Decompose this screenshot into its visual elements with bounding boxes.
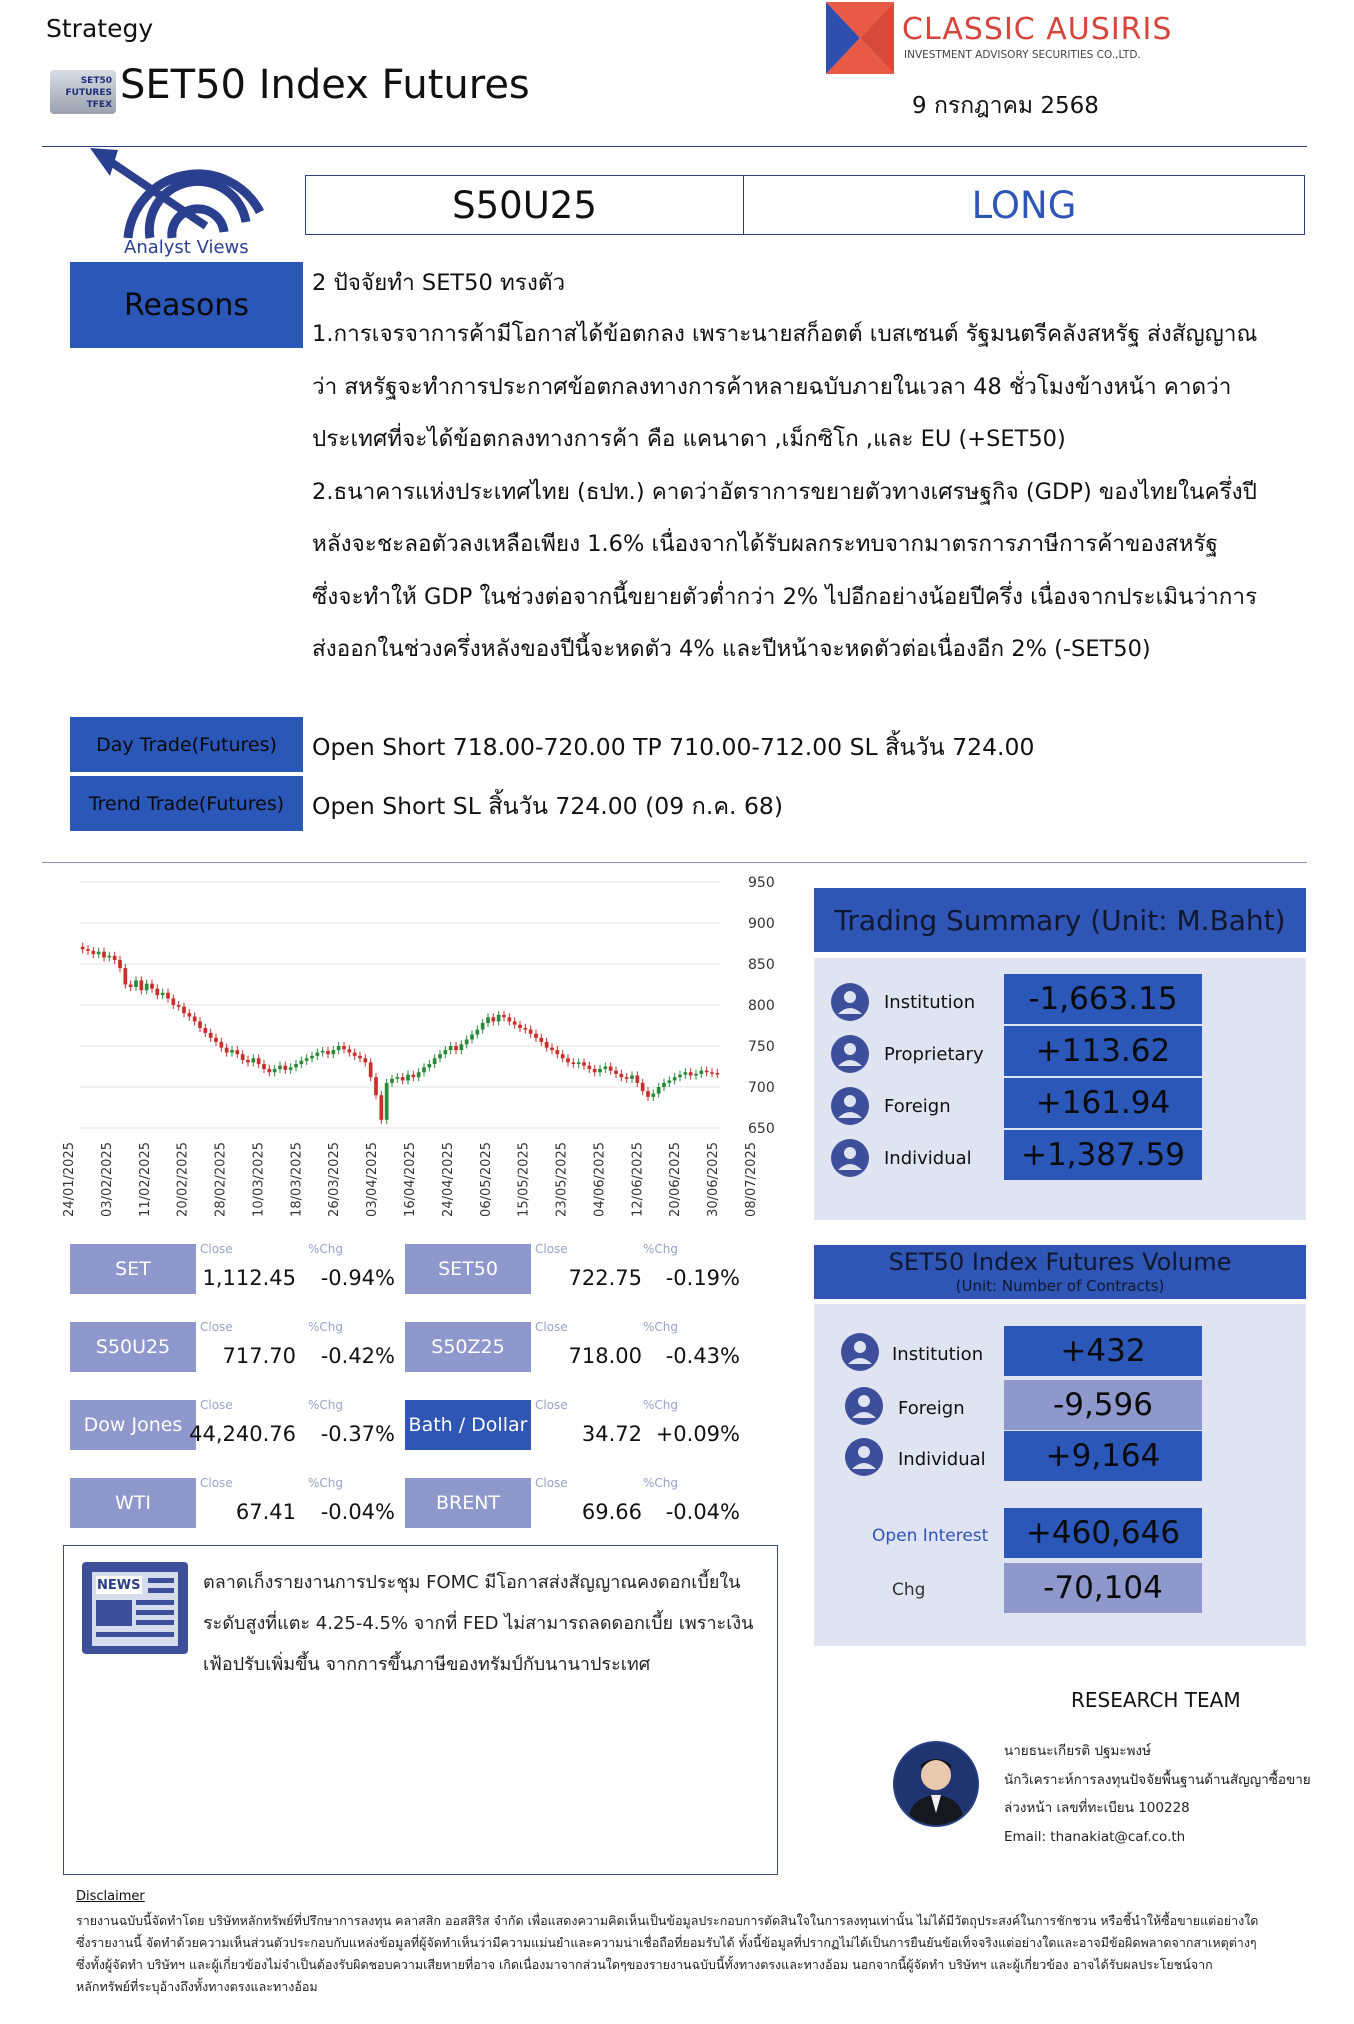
candle-body [481, 1023, 485, 1030]
candle-body [198, 1021, 202, 1028]
open-interest-value: +460,646 [1004, 1508, 1202, 1558]
analyst-avatar [893, 1741, 979, 1827]
candle-body [214, 1038, 218, 1042]
candle-body [561, 1054, 565, 1058]
candle-body [598, 1069, 602, 1072]
candle-body [678, 1075, 682, 1077]
reasons-line: ส่งออกในช่วงครึ่งหลังของปีนี้จะหดตัว 4% และปีหน้าจะหดตัวต่อเนื่องอีก 2% (-SET50) [312, 636, 1151, 662]
candle-body [107, 956, 111, 958]
candle-body [582, 1062, 586, 1065]
set50-price-chart [60, 872, 780, 1242]
candle-body [97, 952, 101, 954]
close-label: Close [200, 1320, 233, 1334]
chg-label: %Chg [308, 1242, 344, 1256]
market-close-value: 722.75 [568, 1266, 642, 1290]
x-tick-label: 23/05/2025 [554, 1142, 570, 1217]
research-info [1004, 1737, 1311, 1851]
close-label: Close [200, 1242, 233, 1256]
x-tick-label: 08/07/2025 [744, 1142, 759, 1217]
reasons-line: 2.ธนาคารแห่งประเทศไทย (ธปท.) คาดว่าอัตราการขยายตัวทางเศรษฐกิจ (GDP) ของไทยในครึ่งปี [312, 478, 1257, 505]
foreign-icon [842, 1384, 886, 1428]
candle-body [470, 1035, 474, 1040]
futures-volume-value: +9,164 [1004, 1431, 1202, 1481]
reasons-line: ซึ่งจะทำให้ GDP ในช่วงต่อจากนี้ขยายตัวต่ำกว่า 2% ไปอีกอย่างน้อยปีครึ่ง เนื่องจากประเมินว่าการ [312, 583, 1258, 610]
candle-body [118, 960, 122, 968]
y-tick-label: 950 [748, 875, 775, 891]
market-chg-value: -0.43% [665, 1344, 740, 1368]
candle-body [699, 1071, 703, 1074]
contract-code: S50U25 [306, 176, 744, 234]
chg-label: %Chg [643, 1242, 679, 1256]
candle-body [369, 1062, 373, 1077]
close-label: Close [200, 1476, 233, 1490]
futures-volume-header [814, 1245, 1306, 1299]
y-tick-label: 750 [748, 1039, 775, 1055]
candle-body [433, 1058, 437, 1064]
company-logo-icon [826, 2, 894, 74]
candle-body [203, 1028, 207, 1033]
y-tick-label: 850 [748, 957, 775, 973]
candle-body [273, 1069, 277, 1072]
candle-body [283, 1066, 287, 1070]
reasons-line: 2 ปัจจัยทำ SET50 ทรงตัว [312, 270, 566, 296]
market-name: SET50 [405, 1244, 531, 1294]
section-label: Strategy [46, 14, 154, 43]
individual-icon [828, 1136, 872, 1180]
candle-body [566, 1058, 570, 1062]
market-close-value: 717.70 [222, 1344, 296, 1368]
analyst-license: ล่วงหน้า เลขที่ทะเบียน 100228 [1004, 1800, 1190, 1816]
x-tick-label: 18/03/2025 [289, 1142, 305, 1217]
market-name: BRENT [405, 1478, 531, 1528]
trading-summary-label: Foreign [884, 1096, 951, 1117]
y-tick-label: 650 [748, 1121, 775, 1137]
candle-body [651, 1094, 655, 1097]
candle-body [182, 1007, 186, 1014]
chg-label: %Chg [308, 1476, 344, 1490]
candle-body [710, 1072, 714, 1074]
candle-body [363, 1058, 367, 1062]
trading-summary-label: Individual [884, 1148, 972, 1169]
position-box [305, 175, 1305, 235]
candle-body [486, 1017, 490, 1023]
candle-body [102, 952, 106, 958]
candle-body [187, 1013, 191, 1016]
candle-body [534, 1034, 538, 1038]
candle-body [235, 1050, 239, 1054]
news-icon-label: NEWS [97, 1578, 141, 1593]
candle-body [241, 1054, 245, 1060]
trading-summary-value: +113.62 [1004, 1026, 1202, 1076]
candle-body [417, 1072, 421, 1077]
day-trade-text: Open Short 718.00-720.00 TP 710.00-712.00 SL สิ้นวัน 724.00 [312, 733, 1035, 761]
candle-body [353, 1053, 357, 1056]
disclaimer-line: ซึ่งทั้งผู้จัดทำ บริษัทฯ และผู้เกี่ยวข้องไม่จำเป็นต้องรับผิดชอบความเสียหายที่อาจ เกิดเนื่องมาจากส่วนใดๆของรายงานฉบับนี้ทั้งทางตรงและทางอ้อม นอกจากนี้ผู้จัดทำ บริษัทฯ และผู้เกี่ยวข้อง อาจได้รับผลประโยชน์จาก [76, 1957, 1213, 1972]
candle-body [406, 1075, 410, 1081]
reasons-label: Reasons [70, 262, 303, 348]
institution-icon [828, 980, 872, 1024]
company-logo-subtext: INVESTMENT ADVISORY SECURITIES CO.,LTD. [904, 49, 1141, 61]
candle-body [145, 984, 149, 991]
futures-volume-label: Institution [892, 1344, 984, 1365]
x-tick-label: 16/04/2025 [403, 1142, 418, 1217]
candle-body [427, 1064, 431, 1067]
candle-body [550, 1048, 554, 1050]
market-chg-value: -0.37% [320, 1422, 395, 1446]
candle-body [619, 1074, 623, 1077]
trend-trade-label: Trend Trade(Futures) [70, 776, 303, 831]
candle-body [411, 1075, 415, 1077]
candle-body [225, 1048, 229, 1053]
market-close-value: 44,240.76 [189, 1422, 296, 1446]
trading-summary-label: Institution [884, 992, 976, 1013]
candle-body [539, 1038, 543, 1042]
chg-label: %Chg [643, 1476, 679, 1490]
candle-body [129, 985, 133, 987]
candle-body [641, 1083, 645, 1091]
market-chg-value: -0.94% [320, 1266, 395, 1290]
candle-body [529, 1030, 533, 1034]
candle-body [139, 980, 143, 990]
open-interest-label: Open Interest [872, 1526, 989, 1546]
analyst-name: นายธนะเกียรติ ปฐมะพงษ์ [1004, 1743, 1152, 1759]
candle-body [262, 1064, 266, 1069]
candle-body [438, 1054, 442, 1058]
candle-body [646, 1091, 650, 1097]
section-divider [42, 862, 1307, 863]
candle-body [667, 1080, 671, 1082]
candle-body [342, 1046, 346, 1049]
candle-body [545, 1042, 549, 1048]
candle-body [219, 1042, 223, 1048]
disclaimer-line: หลักทรัพย์ที่ระบุอ้างถึงทั้งทางตรงและทางอ้อม [76, 1979, 318, 1994]
x-tick-label: 20/06/2025 [668, 1142, 684, 1217]
x-tick-label: 30/06/2025 [706, 1142, 722, 1217]
x-tick-label: 03/04/2025 [365, 1142, 381, 1217]
candle-body [603, 1067, 607, 1069]
candle-body [374, 1077, 378, 1095]
candle-body [385, 1083, 389, 1120]
candle-body [267, 1069, 271, 1072]
candle-body [715, 1073, 719, 1075]
candle-body [673, 1077, 677, 1080]
candle-body [630, 1076, 634, 1079]
candle-body [230, 1050, 234, 1052]
futures-volume-label: Individual [898, 1449, 986, 1470]
candle-body [150, 984, 154, 989]
page-title: SET50 Index Futures [120, 62, 530, 108]
reasons-line: หลังจะชะลอตัวลงเหลือเพียง 1.6% เนื่องจากได้รับผลกระทบจากมาตรการภาษีการค้าของสหรัฐ [312, 531, 1218, 557]
oi-chg-label: Chg [892, 1580, 926, 1600]
individual-icon [842, 1435, 886, 1479]
close-label: Close [200, 1398, 233, 1412]
candle-body [609, 1067, 613, 1071]
x-tick-label: 06/05/2025 [478, 1142, 494, 1217]
candle-body [310, 1056, 314, 1058]
candle-body [593, 1069, 597, 1072]
candle-body [449, 1046, 453, 1050]
candle-body [81, 947, 85, 949]
candle-body [315, 1053, 319, 1056]
market-name: Bath / Dollar [405, 1400, 531, 1450]
chg-label: %Chg [308, 1320, 344, 1334]
x-tick-label: 15/05/2025 [516, 1142, 532, 1217]
candle-body [657, 1087, 661, 1094]
candle-body [294, 1064, 298, 1067]
set50-futures-badge [50, 70, 116, 114]
candle-body [454, 1046, 458, 1050]
x-tick-label: 10/03/2025 [251, 1142, 267, 1217]
analyst-email[interactable]: Email: thanakiat@caf.co.th [1004, 1828, 1186, 1845]
chg-label: %Chg [643, 1398, 679, 1412]
candle-body [518, 1025, 522, 1028]
news-line: ระดับสูงที่แตะ 4.25-4.5% จากที่ FED ไม่สามารถลดดอกเบี้ย เพราะเงิน [203, 1613, 754, 1634]
market-name: WTI [70, 1478, 196, 1528]
day-trade-label: Day Trade(Futures) [70, 717, 303, 772]
candle-body [662, 1083, 666, 1087]
futures-volume-subtitle: (Unit: Number of Contracts) [955, 1277, 1165, 1295]
candle-body [257, 1058, 261, 1064]
person-icon [895, 1743, 977, 1825]
candle-body [134, 980, 138, 987]
y-tick-label: 800 [748, 998, 775, 1014]
candle-body [497, 1015, 501, 1022]
trend-trade-text: Open Short SL สิ้นวัน 724.00 (09 ก.ค. 68) [312, 792, 784, 820]
report-date: 9 กรกฎาคม 2568 [912, 93, 1099, 119]
candle-body [251, 1058, 255, 1062]
candle-body [502, 1015, 506, 1017]
trading-summary-value: +1,387.59 [1004, 1130, 1202, 1180]
candle-body [358, 1056, 362, 1058]
candle-body [587, 1066, 591, 1069]
market-name: S50Z25 [405, 1322, 531, 1372]
candle-body [694, 1074, 698, 1076]
close-label: Close [535, 1476, 568, 1490]
candle-body [705, 1071, 709, 1073]
news-line: เฟ้อปรับเพิ่มขึ้น จากการขึ้นภาษีของทรัมป์กับนานาประเทศ [203, 1654, 651, 1675]
x-tick-label: 04/06/2025 [592, 1142, 608, 1217]
badge-text: SET50 FUTURES TFEX [65, 76, 112, 110]
candle-body [555, 1050, 559, 1054]
market-close-value: 67.41 [235, 1500, 296, 1524]
candle-body [577, 1062, 581, 1064]
x-tick-label: 24/04/2025 [440, 1142, 456, 1217]
trading-summary-label: Proprietary [884, 1044, 984, 1065]
close-label: Close [535, 1398, 568, 1412]
futures-volume-title: SET50 Index Futures Volume [888, 1248, 1232, 1276]
market-chg-value: -0.19% [665, 1266, 740, 1290]
position-direction: LONG [971, 183, 1077, 227]
candle-body [123, 968, 127, 984]
disclaimer-title: Disclaimer [76, 1889, 145, 1904]
reasons-line: ประเทศที่จะได้ข้อตกลงทางการค้า คือ แคนาดา ,เม็กซิโก ,และ EU (+SET50) [312, 426, 1066, 452]
candle-body [379, 1095, 383, 1120]
research-team-title: RESEARCH TEAM [1071, 1688, 1241, 1712]
market-close-value: 1,112.45 [202, 1266, 296, 1290]
x-tick-label: 28/02/2025 [213, 1142, 229, 1217]
candle-body [331, 1050, 335, 1054]
candle-body [91, 951, 95, 954]
candle-body [422, 1067, 426, 1072]
market-close-value: 718.00 [568, 1344, 642, 1368]
candle-body [625, 1077, 629, 1079]
candle-body [177, 1005, 181, 1007]
candle-body [523, 1028, 527, 1030]
candle-body [326, 1051, 330, 1054]
trading-summary-value: -1,663.15 [1004, 974, 1202, 1024]
candle-body [635, 1076, 639, 1083]
close-label: Close [535, 1320, 568, 1334]
chg-label: %Chg [308, 1398, 344, 1412]
candle-body [171, 998, 175, 1005]
disclaimer-line: รายงานฉบับนี้จัดทำโดย บริษัทหลักทรัพย์ที่ปรึกษาการลงทุน คลาสสิก ออสสิริส จำกัด เพื่อแสดงความคิดเห็นเป็นข้อมูลประกอบการตัดสินใจในการลงทุนเท่านั้น ไม่ได้มีวัตถุประสงค์ในการชักชวน หรือชี้นำให้ซื้อขายแต่อย่างใด [76, 1913, 1259, 1928]
candle-body [507, 1017, 511, 1021]
x-tick-label: 12/06/2025 [630, 1142, 646, 1217]
reasons-text [312, 258, 1322, 676]
candle-body [299, 1061, 303, 1064]
candle-body [683, 1072, 687, 1074]
candle-body [289, 1067, 293, 1069]
market-chg-value: +0.09% [655, 1422, 740, 1446]
y-tick-label: 900 [748, 916, 775, 932]
institution-icon [838, 1330, 882, 1374]
candle-body [193, 1016, 197, 1021]
x-tick-label: 11/02/2025 [137, 1142, 153, 1217]
candle-body [321, 1051, 325, 1053]
chg-label: %Chg [643, 1320, 679, 1334]
x-tick-label: 26/03/2025 [327, 1142, 343, 1217]
candle-body [513, 1021, 517, 1024]
candle-body [337, 1046, 341, 1050]
market-close-value: 34.72 [581, 1422, 642, 1446]
candle-body [443, 1050, 447, 1054]
close-label: Close [535, 1242, 568, 1256]
candle-body [491, 1017, 495, 1021]
candle-body [86, 949, 90, 951]
trading-summary-value: +161.94 [1004, 1078, 1202, 1128]
news-line: ตลาดเก็งรายงานการประชุม FOMC มีโอกาสส่งสัญญาณคงดอกเบี้ยใน [203, 1572, 741, 1593]
candle-body [459, 1044, 463, 1050]
candle-body [465, 1039, 469, 1044]
analyst-role: นักวิเคราะห์การลงทุนปัจจัยพื้นฐานด้านสัญญาซื้อขาย [1004, 1771, 1311, 1788]
candle-body [347, 1049, 351, 1052]
reasons-line: 1.การเจรจาการค้ามีโอกาสได้ข้อตกลง เพราะนายสก็อตต์ เบสเซนต์ รัฐมนตรีคลังสหรัฐ ส่งสัญญาณ [312, 321, 1258, 347]
y-tick-label: 700 [748, 1080, 775, 1096]
futures-volume-value: -9,596 [1004, 1380, 1202, 1430]
candle-body [246, 1060, 250, 1062]
candle-body [278, 1066, 282, 1069]
analyst-views-label: Analyst Views [124, 237, 249, 258]
target-arrow-icon [88, 142, 268, 242]
market-chg-value: -0.04% [320, 1500, 395, 1524]
proprietary-icon [828, 1032, 872, 1076]
market-chg-value: -0.04% [665, 1500, 740, 1524]
candle-body [155, 989, 159, 996]
company-logo-text: CLASSIC AUSIRIS [902, 12, 1173, 47]
market-name: Dow Jones [70, 1400, 196, 1450]
market-chg-value: -0.42% [320, 1344, 395, 1368]
candle-body [401, 1077, 405, 1080]
candle-body [614, 1071, 618, 1074]
candle-body [209, 1033, 213, 1038]
candle-body [390, 1079, 394, 1083]
candle-body [113, 956, 117, 960]
candle-body [161, 993, 165, 995]
futures-volume-value: +432 [1004, 1326, 1202, 1376]
candle-body [689, 1072, 693, 1075]
trading-summary-title: Trading Summary (Unit: M.Baht) [814, 888, 1306, 952]
disclaimer-text [76, 1910, 1326, 1998]
news-text [203, 1562, 763, 1685]
candle-body [571, 1062, 575, 1064]
candle-body [475, 1030, 479, 1035]
market-name: SET [70, 1244, 196, 1294]
market-close-value: 69.66 [581, 1500, 642, 1524]
candle-body [166, 993, 170, 999]
x-tick-label: 20/02/2025 [175, 1142, 191, 1217]
oi-chg-value: -70,104 [1004, 1563, 1202, 1613]
x-tick-label: 03/02/2025 [99, 1142, 115, 1217]
foreign-icon [828, 1084, 872, 1128]
newspaper-icon [76, 1558, 194, 1658]
reasons-line: ว่า สหรัฐจะทำการประกาศข้อตกลงทางการค้าหลายฉบับภายในเวลา 48 ชั่วโมงข้างหน้า คาดว่า [312, 373, 1232, 400]
market-name: S50U25 [70, 1322, 196, 1372]
disclaimer-line: ซึ่งรายงานนี้ จัดทำด้วยความเห็นส่วนตัวประกอบกับแหล่งข้อมูลที่ผู้จัดทำเห็นว่ามีความแม่นยำและความน่าเชื่อถือที่ยอมรับได้ ทั้งนี้ข้อมูลที่ปรากฏไม่ได้เป็นการยืนยันข้อเท็จจริงแต่อย่างใดและอาจมีข้อผิดพลาดจากสาเหตุต่างๆ [76, 1935, 1257, 1950]
candle-body [305, 1058, 309, 1060]
candle-body [395, 1077, 399, 1079]
futures-volume-label: Foreign [898, 1398, 965, 1419]
x-tick-label: 24/01/2025 [62, 1142, 77, 1217]
